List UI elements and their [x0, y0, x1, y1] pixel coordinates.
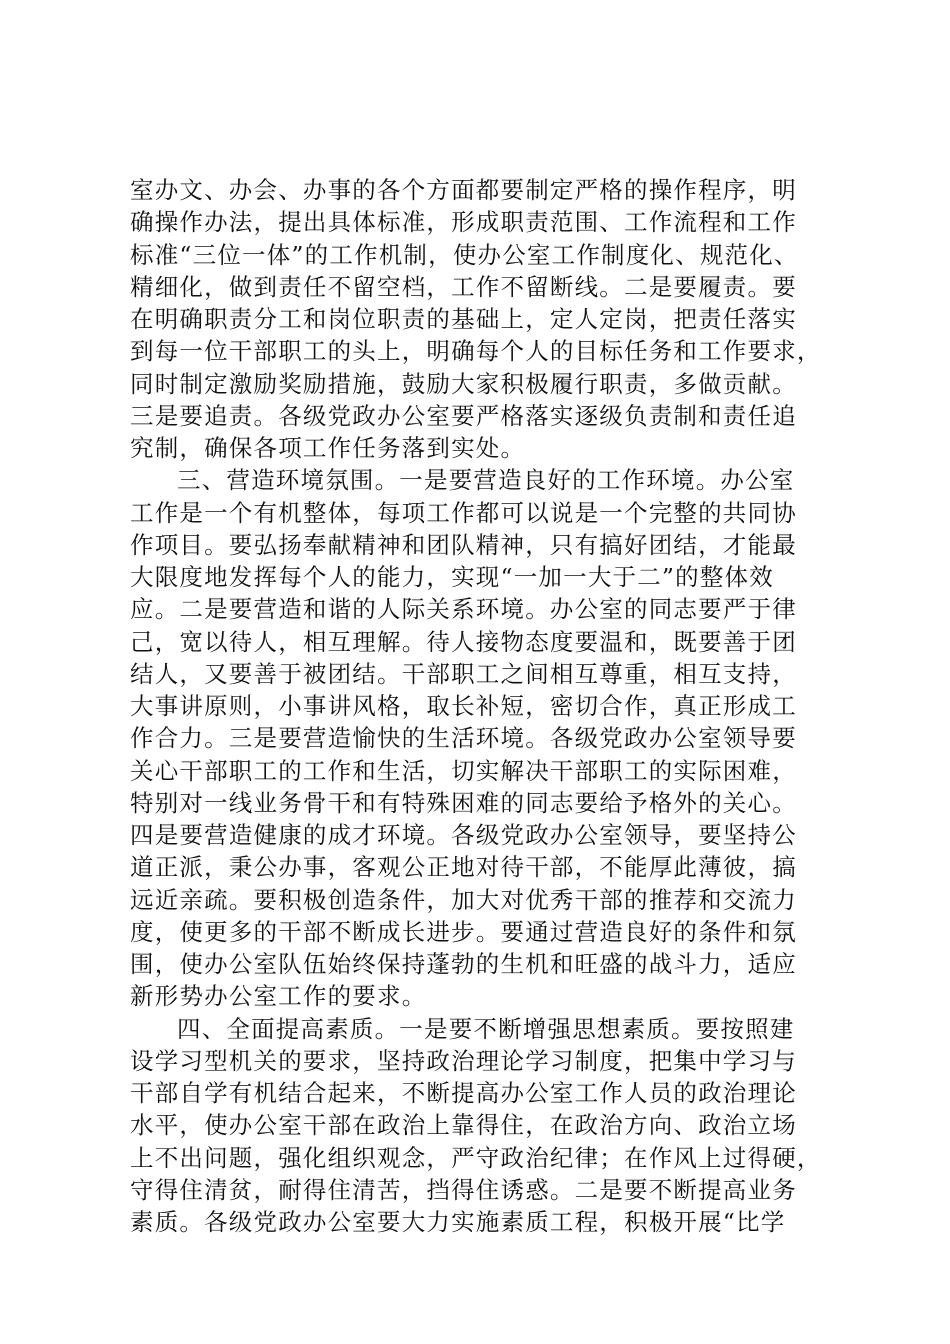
text-line: 设学习型机关的要求，坚持政治理论学习制度，把集中学习与 — [130, 1046, 797, 1075]
text-line: 守得住清贫，耐得住清苦，挡得住诱惑。二是要不断提高业务 — [130, 1175, 797, 1204]
text-line: 三、营造环境氛围。一是要营造良好的工作环境。办公室 — [177, 466, 795, 495]
text-line: 确操作办法，提出具体标准，形成职责范围、工作流程和工作 — [130, 208, 797, 237]
text-line: 应。二是要营造和谐的人际关系环境。办公室的同志要严于律 — [130, 595, 797, 624]
text-line: 远近亲疏。要积极创造条件，加大对优秀干部的推荐和交流力 — [130, 885, 797, 914]
text-line: 大限度地发挥每个人的能力，实现“一加一大于二”的整体效 — [130, 563, 774, 591]
text-line: 水平，使办公室干部在政治上靠得住，在政治方向、政治立场 — [130, 1111, 797, 1140]
text-line: 围，使办公室队伍始终保持蓬勃的生机和旺盛的战斗力，适应 — [130, 950, 797, 978]
text-line: 干部自学有机结合起来，不断提高办公室工作人员的政治理论 — [130, 1079, 797, 1107]
text-line: 大事讲原则，小事讲风格，取长补短，密切合作，真正形成工 — [130, 692, 797, 720]
text-line: 四、全面提高素质。一是要不断增强思想素质。要按照建 — [177, 1014, 795, 1043]
text-line: 素质。各级党政办公室要大力实施素质工程，积极开展“比学 — [130, 1208, 786, 1236]
text-line: 究制，确保各项工作任务落到实处。 — [130, 434, 526, 462]
text-line: 在明确职责分工和岗位职责的基础上，定人定岗，把责任落实 — [130, 305, 797, 333]
text-line: 四是要营造健康的成才环境。各级党政办公室领导，要坚持公 — [130, 821, 797, 849]
text-line: 室办文、办会、办事的各个方面都要制定严格的操作程序，明 — [130, 176, 797, 204]
text-line: 度，使更多的干部不断成长进步。要通过营造良好的条件和氛 — [130, 917, 797, 946]
text-line: 精细化，做到责任不留空档，工作不留断线。二是要履责。要 — [130, 272, 797, 301]
text-line: 作项目。要弘扬奉献精神和团队精神，只有搞好团结，才能最 — [130, 530, 797, 559]
text-line: 关心干部职工的工作和生活，切实解决干部职工的实际困难， — [130, 756, 797, 785]
text-line: 工作是一个有机整体，每项工作都可以说是一个完整的共同协 — [130, 498, 797, 527]
text-line: 结人，又要善于被团结。干部职工之间相互尊重，相互支持， — [130, 659, 797, 688]
text-line: 作合力。三是要营造愉快的生活环境。各级党政办公室领导要 — [130, 724, 797, 753]
text-line: 标准“三位一体”的工作机制，使办公室工作制度化、规范化、 — [130, 240, 799, 269]
text-line: 到每一位干部职工的头上，明确每个人的目标任务和工作要求， — [130, 337, 822, 366]
text-line: 新形势办公室工作的要求。 — [130, 982, 427, 1011]
text-line: 上不出问题，强化组织观念，严守政治纪律；在作风上过得硬， — [130, 1143, 822, 1172]
text-line: 特别对一线业务骨干和有特殊困难的同志要给予格外的关心。 — [130, 788, 797, 817]
text-line: 三是要追责。各级党政办公室要严格落实逐级负责制和责任追 — [130, 401, 797, 430]
text-line: 道正派，秉公办事，客观公正地对待干部，不能厚此薄彼，搞 — [130, 853, 797, 882]
text-line: 己，宽以待人，相互理解。待人接物态度要温和，既要善于团 — [130, 627, 797, 656]
document-body — [130, 174, 830, 1238]
text-line: 同时制定激励奖励措施，鼓励大家积极履行职责，多做贡献。 — [130, 369, 797, 398]
